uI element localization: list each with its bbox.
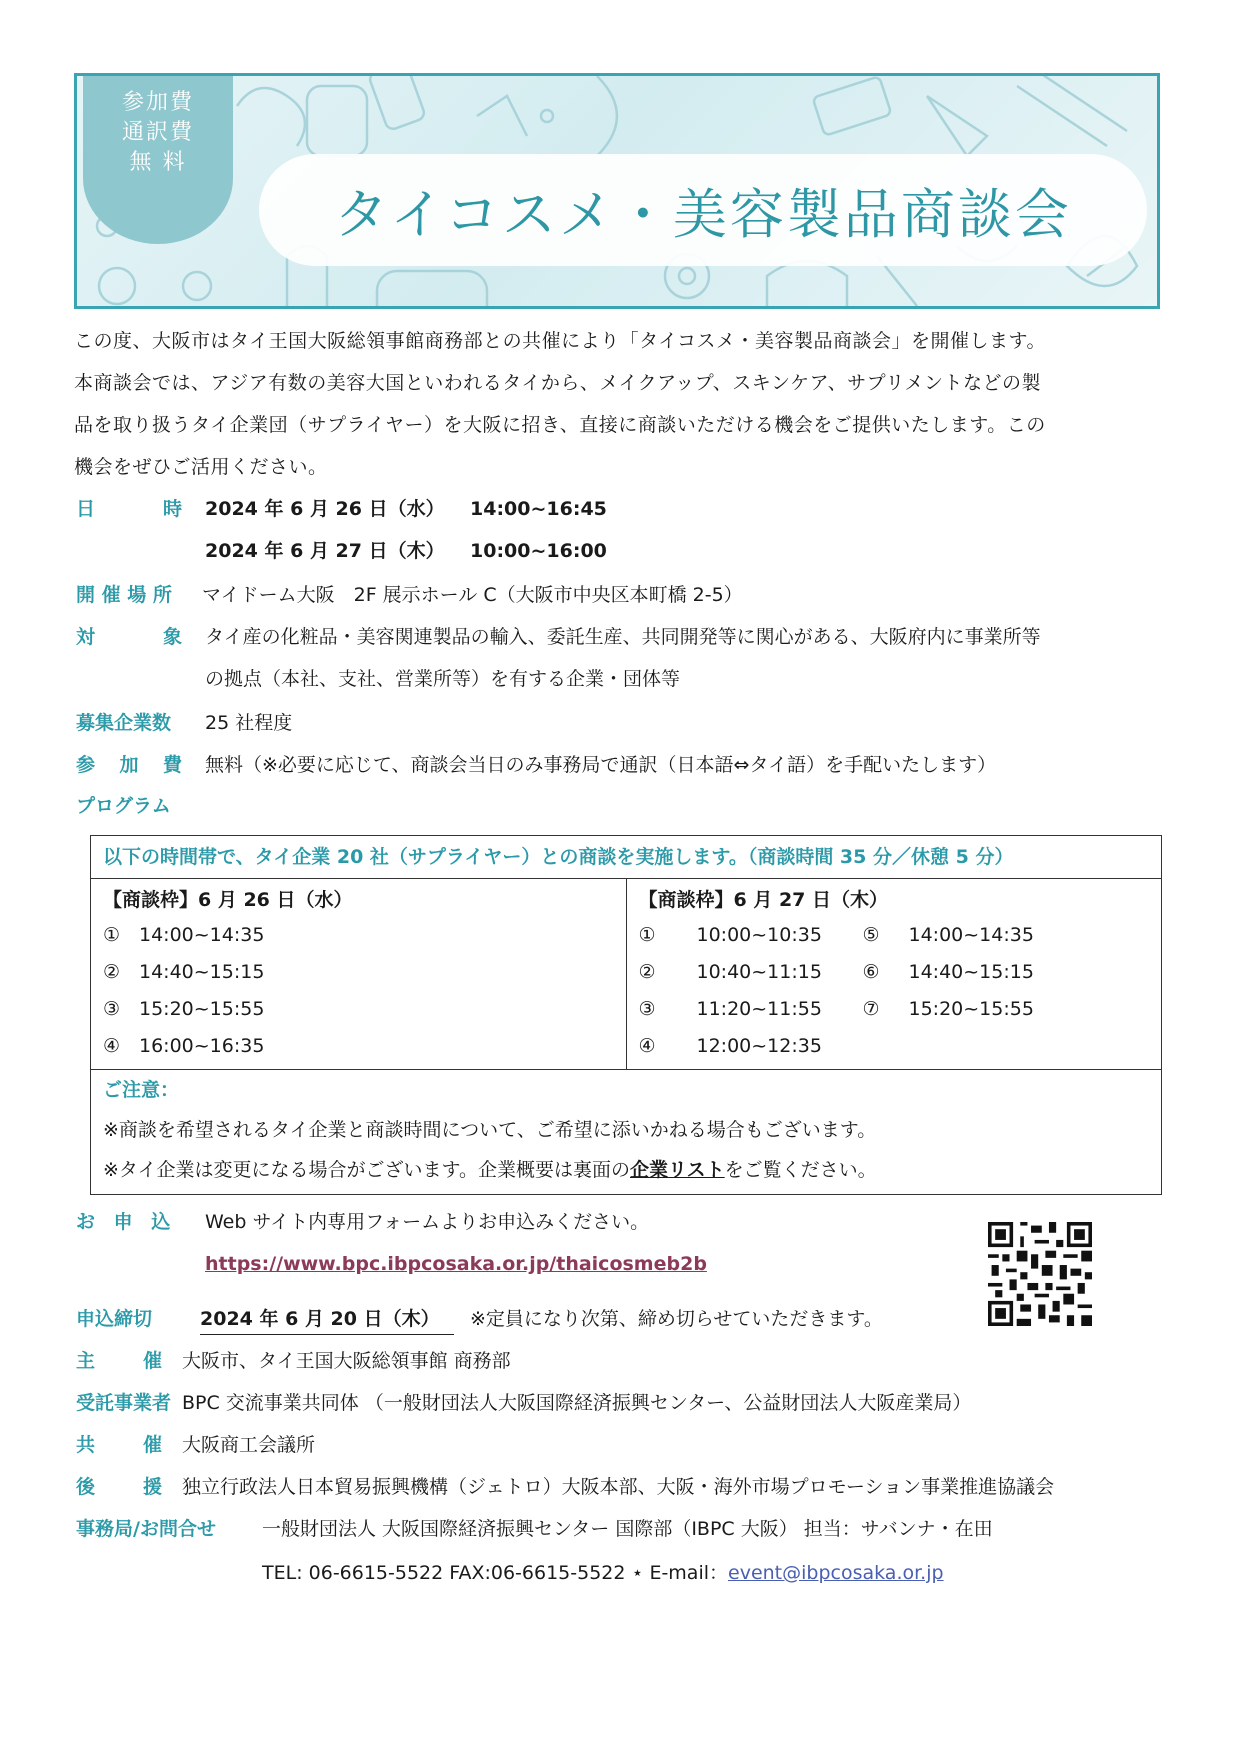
support-label (76, 1472, 162, 1502)
cohost: 大阪商工会議所 (182, 1434, 316, 1456)
target-line: の拠点（本社、支社、営業所等）を有する企業・団体等 (205, 668, 681, 690)
slot-number: ① (103, 924, 121, 946)
cohost-label-char: 催 (142, 1434, 162, 1456)
slot-time: 15:20~15:55 (139, 998, 265, 1020)
notice-text: をご覧ください。 (724, 1159, 877, 1181)
intro-paragraph (74, 320, 1164, 488)
slot-number: ② (103, 961, 121, 983)
slot-number: ⑥ (862, 961, 880, 983)
host-label-char: 主 (76, 1350, 96, 1372)
fee: 無料（※必要に応じて、商談会当日のみ事務局で通訳（日本語⇔タイ語）を手配いたします） (205, 754, 997, 776)
date-1: 2024 年 6 月 26 日（水） (205, 498, 445, 520)
slot-number: ⑦ (862, 998, 880, 1020)
notice-line (103, 1150, 1149, 1190)
target-label (76, 622, 182, 652)
contact-tel (262, 1558, 944, 1588)
deadline-label: 申込締切 (76, 1308, 153, 1330)
slot-number: ③ (103, 998, 121, 1020)
cohost-label-char: 共 (76, 1434, 96, 1456)
day2-cell (626, 879, 1162, 1070)
fee-label-char: 費 (162, 754, 182, 776)
date-label (76, 494, 182, 524)
contact-tel-fax: TEL: 06-6615-5522 FAX:06-6615-5522 ⋆ E-mail： (262, 1562, 729, 1584)
notice-cell (91, 1070, 1162, 1195)
contact: 一般財団法人 大阪国際経済振興センター 国際部（IBPC 大阪） 担当：サバンナ・在田 (262, 1518, 993, 1540)
date-label-char: 日 (76, 498, 96, 520)
slot-time: 10:40~11:15 (696, 961, 822, 983)
support-label-char: 後 (76, 1476, 96, 1498)
time-2: 10:00~16:00 (470, 540, 607, 562)
deadline: 2024 年 6 月 20 日（木） (200, 1304, 454, 1335)
intro-line: 機会をぜひご活用ください。 (74, 456, 328, 478)
day2-slot-grid (639, 917, 1150, 1065)
program-label: プログラム (76, 795, 171, 817)
company-count: 25 社程度 (205, 712, 293, 734)
notice-line: ※商談を希望されるタイ企業と商談時間について、ご希望に添いかねる場合もございます。 (103, 1119, 877, 1141)
header-banner (74, 73, 1160, 309)
host-label (76, 1346, 162, 1376)
slot-time: 14:40~15:15 (139, 961, 265, 983)
slot-number: ② (638, 961, 656, 983)
target-line: タイ産の化粧品・美容関連製品の輸入、委託生産、共同開発等に関心がある、大阪府内に事業所等 (205, 626, 1041, 648)
slot-row (103, 917, 614, 954)
slot-number: ④ (103, 1035, 121, 1057)
fee-label-char: 参 (76, 754, 96, 776)
deadline-note: ※定員になり次第、締め切らせていただきます。 (470, 1308, 883, 1330)
apply-label: お 申 込 (76, 1211, 177, 1233)
intro-line: この度、大阪市はタイ王国大阪総領事館商務部との共催により「タイコスメ・美容製品商談会」を開催します。 (74, 330, 1046, 352)
program-table (90, 835, 1162, 1195)
slot-time: 14:00~14:35 (908, 924, 1034, 946)
slot-time: 16:00~16:35 (139, 1035, 265, 1057)
slot-time: 12:00~12:35 (696, 1035, 822, 1057)
slot-number: ① (638, 924, 656, 946)
free-fee-badge (83, 73, 233, 244)
notice-text: ※タイ企業は変更になる場合がございます。企業概要は裏面の (103, 1159, 631, 1181)
fee-label-char: 加 (119, 754, 139, 776)
contact-label: 事務局/お問合せ (76, 1518, 216, 1540)
intro-line: 本商談会では、アジア有数の美容大国といわれるタイから、メイクアップ、スキンケア、サプリメントなどの製 (74, 372, 1042, 394)
slot-time: 14:40~15:15 (908, 961, 1034, 983)
contractor-label: 受託事業者 (76, 1392, 172, 1414)
host: 大阪市、タイ王国大阪総領事館 商務部 (182, 1350, 511, 1372)
contact-email-link[interactable]: event@ibpcosaka.or.jp (728, 1562, 944, 1584)
program-header: 以下の時間帯で、タイ企業 20 社（サプライヤー）との商談を実施します。（商談時間 35 分／休憩 5 分） (91, 836, 1162, 879)
day1-title: 【商談枠】6 月 26 日（水） (103, 889, 353, 911)
slot-row (103, 1028, 614, 1065)
fee-label (76, 750, 182, 780)
qr-code (988, 1222, 1092, 1326)
slot-row (103, 991, 614, 1028)
venue-label: 開 催 場 所 (76, 584, 172, 606)
slot-time: 15:20~15:55 (908, 998, 1034, 1020)
apply-url-link[interactable]: https://www.bpc.ibpcosaka.or.jp/thaicosmeb2b (205, 1253, 707, 1275)
date-2: 2024 年 6 月 27 日（木） (205, 540, 445, 562)
badge-line: 無 料 (129, 150, 187, 175)
slot-number: ⑤ (862, 924, 880, 946)
cohost-label (76, 1430, 162, 1460)
time-1: 14:00~16:45 (470, 498, 607, 520)
slot-number: ③ (638, 998, 656, 1020)
badge-line: 通訳費 (121, 120, 194, 145)
target-label-char: 象 (162, 626, 182, 648)
slot-time: 10:00~10:35 (696, 924, 822, 946)
support: 独立行政法人日本貿易振興機構（ジェトロ）大阪本部、大阪・海外市場プロモーション事業推進協議会 (182, 1476, 1055, 1498)
date-label-char: 時 (162, 498, 182, 520)
target-label-char: 対 (76, 626, 96, 648)
slot-time: 11:20~11:55 (696, 998, 822, 1020)
count-label: 募集企業数 (76, 712, 172, 734)
badge-line: 参加費 (121, 90, 194, 115)
day2-title: 【商談枠】6 月 27 日（木） (638, 889, 889, 911)
page-title: タイコスメ・美容製品商談会 (334, 182, 1072, 246)
apply-text: Web サイト内専用フォームよりお申込みください。 (205, 1211, 650, 1233)
host-label-char: 催 (142, 1350, 162, 1372)
support-label-char: 援 (142, 1476, 162, 1498)
slot-row (103, 954, 614, 991)
notice-title: ご注意： (103, 1079, 180, 1101)
title-pill (259, 154, 1147, 266)
company-list-link[interactable]: 企業リスト (630, 1159, 725, 1181)
day1-cell (91, 879, 627, 1070)
intro-line: 品を取り扱うタイ企業団（サプライヤー）を大阪に招き、直接に商談いただける機会をご提供いたします。この (74, 414, 1046, 436)
slot-number: ④ (638, 1035, 656, 1057)
slot-time: 14:00~14:35 (139, 924, 265, 946)
venue: マイドーム大阪 2F 展示ホール C（大阪市中央区本町橋 2-5） (202, 584, 743, 606)
contractor: BPC 交流事業共同体 （一般財団法人大阪国際経済振興センター、公益財団法人大阪産業局） (182, 1392, 972, 1414)
